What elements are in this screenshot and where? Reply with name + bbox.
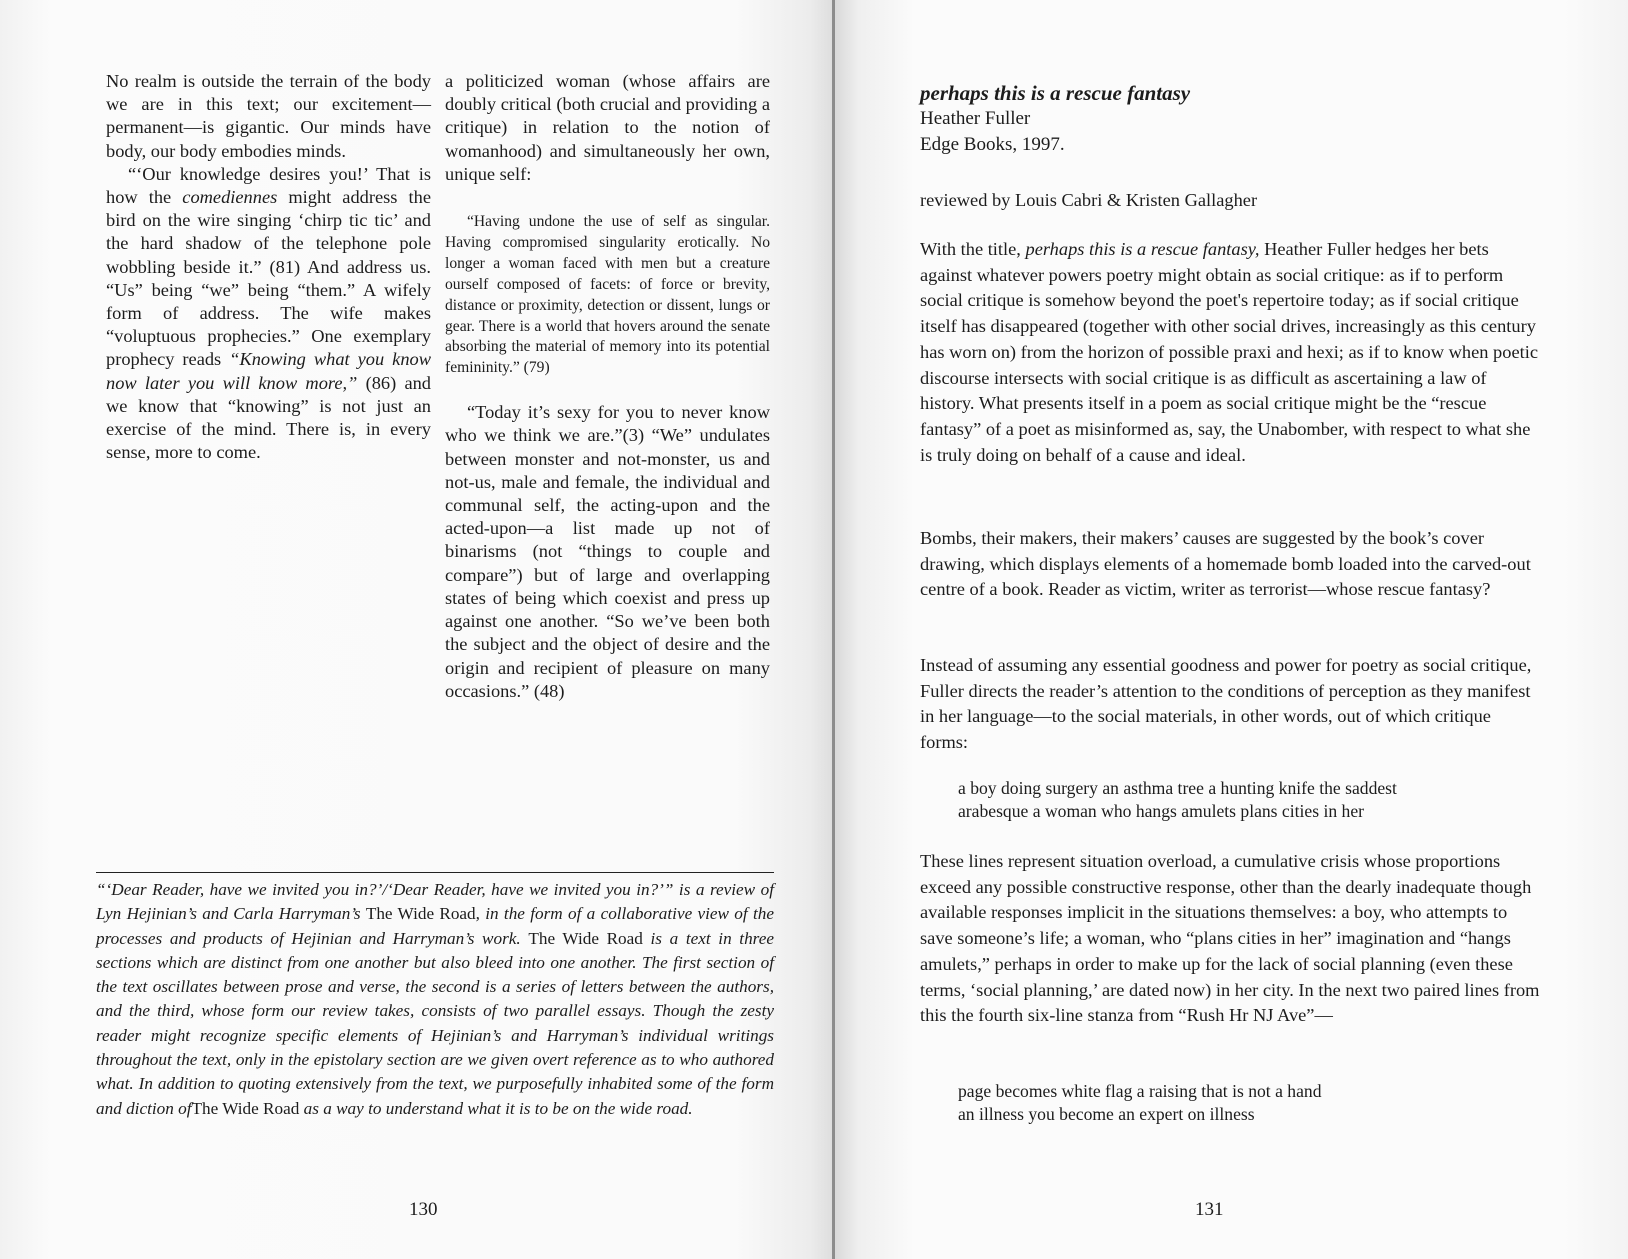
italic-title: perhaps this is a rescue fantasy,	[1025, 239, 1260, 259]
review-paragraph-3: Instead of assuming any essential goodness and power for poetry as social critique, Fuller directs the reader’s attention to the conditions of perception as they manifest in her language—to the social materials, in other words, out of which critique forms:	[920, 655, 1532, 753]
footnote-rule	[96, 872, 774, 873]
left-col-paragraph-1: No realm is outside the terrain of the body we are in this text; our excitement—permanent—is gigantic. Our minds have body, our body embodies minds.	[106, 71, 431, 161]
right-column	[445, 70, 770, 703]
text-run: as a way to understand what it is to be on the wide road.	[299, 1098, 693, 1118]
verse-line: a boy doing surgery an asthma tree a hunting knife the saddest	[958, 778, 1397, 798]
reviewer-line: reviewed by Louis Cabri & Kristen Gallagher	[920, 190, 1258, 210]
text-run: “‘Dear Reader, have we invited you in?’/‘Dear Reader, have we invited you in?’” is a review of Lyn Hejinian’s and Carla Harryman’s	[96, 880, 774, 924]
review-paragraph-4: These lines represent situation overload, a cumulative crisis whose proportions exceed any possible constructive response, other than the dearly inadequate though available responses implicit in the situations themselves: a boy, who attempts to save someone’s life; a woman, who “plans cities in her” imagination and “hangs amulets,” perhaps in order to make up for the lack of social planning (even these terms, ‘social planning,’ are dated now) in her city. In the next two paired lines from this the fourth six-line stanza from “Rush Hr NJ Ave”—	[920, 851, 1540, 1026]
review-paragraph-1	[920, 237, 1540, 468]
page-number: 130	[409, 1199, 438, 1220]
block-quotation: “Having undone the use of self as singular. Having compromised singularity erotically. No longer a woman faced with men but a creature ourself composed of facets: of force or brevity, distance or proximity, detection or dissent, lungs or gear. There is a world that hovers around the senate absorbing the material of memory into its potential femininity.” (79)	[445, 213, 770, 377]
verse-line: arabesque a woman who hangs amulets plans cities in her	[958, 801, 1365, 821]
right-col-paragraph-1: a politicized woman (whose affairs are doubly critical (both crucial and providing a critique) in relation to the notion of womanhood) and simultaneously her own, unique self:	[445, 71, 770, 184]
review-paragraph-2: Bombs, their makers, their makers’ causes are suggested by the book’s cover drawing, which displays elements of a homemade bomb loaded into the carved-out centre of a book. Reader as victim, writer as terrorist—whose rescue fantasy?	[920, 528, 1531, 600]
verse-quotation-1	[958, 777, 1578, 823]
right-col-paragraph-2: “Today it’s sexy for you to never know who we think we are.”(3) “We” undulates between monster and not-monster, us and not-us, male and female, the individual and communal self, the acting-upon and the acted-upon—a list made up not of binarisms (not “things to couple and compare”) but of large and overlapping states of being which coexist and press up against one another. “So we’ve been both the subject and the object of desire and the origin and recipient of pleasure on many occasions.” (48)	[445, 402, 770, 701]
review-author: Heather Fuller	[920, 108, 1031, 129]
footnote	[96, 878, 774, 1121]
text-run: , in the form of a collaborative view of the processes and products of Hejinian and Harryman’s work.	[96, 904, 774, 948]
left-col-paragraph-2	[106, 163, 431, 465]
italic-quote: “Knowing what you know now later you will know more,”	[106, 349, 431, 393]
review-heading	[920, 80, 1540, 158]
verse-line: an illness you become an expert on illness	[958, 1104, 1255, 1124]
italic-word: comediennes	[182, 187, 278, 208]
text-run: With the title,	[920, 239, 1026, 259]
text-run: might address the bird on the wire singing ‘chirp tic tic’ and the hard shadow of the telephone pole wobbling beside it.” (81) And address us. “Us” being “we” being “them.” A wifely form of address. The wife makes “voluptuous prophecies.” One exemplary prophecy reads	[106, 187, 431, 370]
verse-quotation-2	[958, 1080, 1578, 1126]
text-run: (86) and we know that “knowing” is not just an exercise of the mind. There is, in every sense, more to come.	[106, 372, 431, 463]
page-number: 131	[1195, 1199, 1224, 1220]
text-run: “‘Our knowledge desires you!’ That is how the	[106, 163, 431, 208]
text-run: Heather Fuller hedges her bets against whatever powers poetry might obtain as social critique: as if to perform social critique is somehow beyond the poet's repertoire today; as if social critique itself has disappeared (together with other social drives, increasingly as this century has worn on) from the horizon of possible praxi and hexi; as if to know when poetic discourse intersects with social critique is as difficult as ascertaining a law of history. What presents itself in a poem as social critique might be the “rescue fantasy” of a poet as misinformed as, say, the Unabomber, with respect to what she is truly doing on behalf of a cause and ideal.	[920, 239, 1538, 465]
text-run: is a text in three sections which are distinct from one another but also bleed into one another. The first section of the text oscillates between prose and verse, the second is a series of letters between the authors, and the third, whose form our review takes, consists of two parallel essays. Though the zesty reader might recognize specific elements of Hejinian’s and Harryman’s individual writings throughout the text, only in the epistolary section are we given overt reference as to who authored what. In addition to quoting extensively from the text, we purposefully inhabited some of the form and diction of	[96, 928, 774, 1118]
review-publisher: Edge Books, 1997.	[920, 134, 1065, 155]
book-title-roman: The Wide Road	[191, 1098, 300, 1118]
verse-line: page becomes white flag a raising that is not a hand	[958, 1081, 1322, 1101]
book-title-roman: The Wide Road	[365, 904, 476, 924]
review-book-title: perhaps this is a rescue fantasy	[920, 81, 1191, 105]
left-column	[106, 70, 431, 464]
book-title-roman: The Wide Road	[528, 928, 643, 948]
